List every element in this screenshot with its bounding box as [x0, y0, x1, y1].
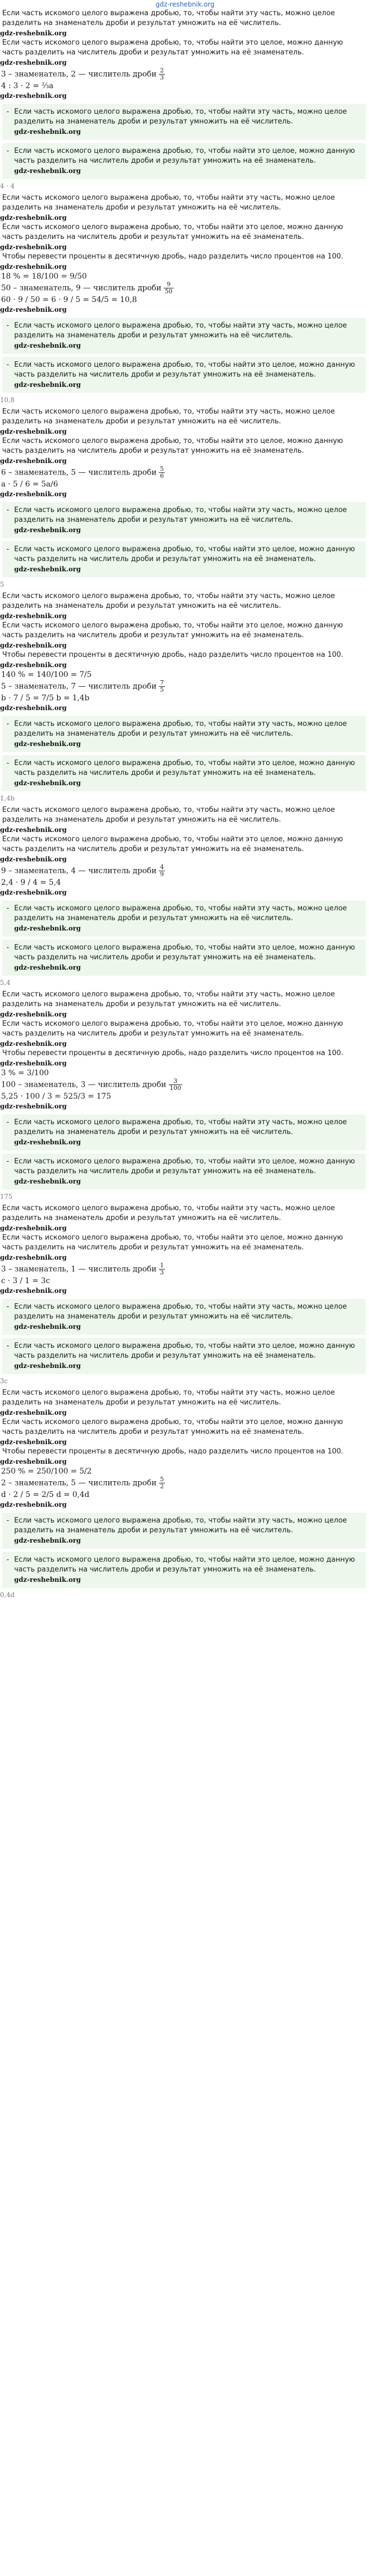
rule-text: Если часть искомого целого выражена дробью, то, чтобы найти эту часть, можно целое разделить на знаменатель дроби и результат умножить на её числитель.	[2, 592, 335, 610]
watermark: gdz-reshebnik.org	[14, 1576, 81, 1583]
rule-box	[2, 318, 366, 354]
watermark: gdz-reshebnik.org	[0, 1010, 67, 1018]
rule-text: Если часть искомого целого выражена дробью, то, чтобы найти эту часть, можно целое разделить на знаменатель дроби и результат умножить на её числитель.	[14, 506, 347, 524]
rule-box	[2, 1338, 366, 1374]
solution-block	[0, 1204, 370, 1388]
watermark: gdz-reshebnik.org	[14, 1138, 81, 1146]
solution-block	[0, 1388, 370, 1602]
bullet: -	[7, 147, 9, 155]
answer-fragment: 5,4	[0, 979, 11, 987]
rule-box	[2, 1299, 366, 1335]
answer-fragment: 175	[0, 1193, 13, 1200]
rule-text: Если часть искомого целого выражена дробью, то, чтобы найти эту часть, можно целое разделить на знаменатель дроби и результат умножить на её числитель.	[2, 806, 335, 824]
bullet: -	[7, 361, 9, 369]
calculation: 2,4 · 9 / 4 = 5,4	[1, 878, 61, 887]
watermark: gdz-reshebnik.org	[0, 243, 67, 251]
answer-fragment: 4 · 4	[0, 182, 15, 190]
rule-text: Если часть искомого целого выражена дробью, то, чтобы найти это целое, можно данную часть разделить на числитель дроби и результат умножить на её знаменатель.	[14, 1157, 355, 1175]
denominator-line: 9 – знаменатель, 4 — числитель дроби $\frac{4}{9}$	[1, 864, 164, 878]
watermark: gdz-reshebnik.org	[0, 263, 67, 270]
rule-text: Если часть искомого целого выражена дробью, то, чтобы найти эту часть, можно целое разделить на знаменатель дроби и результат умножить на её числитель.	[14, 1118, 347, 1136]
watermark: gdz-reshebnik.org	[14, 342, 81, 349]
bullet: -	[7, 108, 9, 116]
watermark: gdz-reshebnik.org	[0, 428, 67, 435]
bullet: -	[7, 944, 9, 952]
watermark: gdz-reshebnik.org	[0, 855, 67, 863]
fraction	[159, 466, 165, 479]
fraction-numerator: 9	[164, 281, 174, 288]
answer-fragment: 1,4b	[0, 794, 15, 802]
watermark: gdz-reshebnik.org	[0, 1501, 67, 1508]
denominator-line: 50 – знаменатель, 9 — числитель дроби $\frac{9}{50}$	[1, 281, 173, 295]
rule-box	[2, 901, 366, 936]
rule-text: Чтобы перевести проценты в десятичную дробь, надо разделить число процентов на 100.	[2, 252, 343, 261]
fraction-numerator: 5	[160, 1476, 164, 1483]
rule-text: Если часть искомого целого выражена дробью, то, чтобы найти эту часть, можно целое разделить на знаменатель дроби и результат умножить на её числитель.	[2, 1389, 335, 1407]
watermark: gdz-reshebnik.org	[14, 1362, 81, 1370]
watermark: gdz-reshebnik.org	[0, 1254, 67, 1261]
watermark: gdz-reshebnik.org	[0, 642, 67, 649]
calculation: 4 : 3 · 2 = ⅔a	[1, 82, 54, 90]
watermark: gdz-reshebnik.org	[14, 1537, 81, 1544]
fraction-denominator: 5	[160, 686, 164, 693]
fraction-numerator: 1	[160, 1262, 164, 1269]
watermark: gdz-reshebnik.org	[14, 740, 81, 748]
rule-text: Если часть искомого целого выражена дробью, то, чтобы найти это целое, можно данную часть разделить на числитель дроби и результат умножить на её знаменатель.	[14, 944, 355, 962]
fraction-denominator: 9	[160, 871, 164, 878]
rule-text: Чтобы перевести проценты в десятичную дробь, надо разделить число процентов на 100.	[2, 1447, 343, 1456]
rule-box	[2, 1552, 366, 1588]
rule-text: Чтобы перевести проценты в десятичную дробь, надо разделить число процентов на 100.	[2, 1049, 343, 1057]
solution-block	[0, 805, 370, 990]
watermark: gdz-reshebnik.org	[0, 826, 67, 834]
watermark: gdz-reshebnik.org	[14, 1323, 81, 1330]
rule-text: Чтобы перевести проценты в десятичную дробь, надо разделить число процентов на 100.	[2, 651, 343, 659]
denominator-line: 3 – знаменатель, 2 — числитель дроби $\frac{2}{3}$	[1, 67, 164, 81]
watermark: gdz-reshebnik.org	[0, 889, 67, 896]
fraction-denominator: 3	[160, 74, 164, 81]
calculation: 5,25 · 100 / 3 = 525/3 = 175	[1, 1092, 112, 1101]
rule-text: Если часть искомого целого выражена дробью, то, чтобы найти это целое, можно данную часть разделить на числитель дроби и результат умножить на её знаменатель.	[14, 545, 355, 563]
watermark: gdz-reshebnik.org	[0, 1458, 67, 1465]
rule-text: Если часть искомого целого выражена дробью, то, чтобы найти это целое, можно данную часть разделить на числитель дроби и результат умножить на её знаменатель.	[2, 835, 343, 853]
watermark: gdz-reshebnik.org	[14, 964, 81, 971]
fraction	[159, 1476, 165, 1490]
bullet: -	[7, 1303, 9, 1311]
fraction	[159, 67, 165, 81]
fraction-denominator: 100	[169, 1084, 181, 1092]
rule-text: Если часть искомого целого выражена дробью, то, чтобы найти эту часть, можно целое разделить на знаменатель дроби и результат умножить на её числитель.	[2, 1204, 335, 1222]
rule-text: Если часть искомого целого выражена дробью, то, чтобы найти это целое, можно данную часть разделить на числитель дроби и результат умножить на её знаменатель.	[2, 39, 343, 57]
answer-fragment: 3c	[0, 1377, 8, 1385]
rule-text: Если часть искомого целого выражена дробью, то, чтобы найти это целое, можно данную часть разделить на числитель дроби и результат умножить на её знаменатель.	[14, 1556, 355, 1574]
rule-text: Если часть искомого целого выражена дробью, то, чтобы найти эту часть, можно целое разделить на знаменатель дроби и результат умножить на её числитель.	[14, 904, 347, 922]
watermark: gdz-reshebnik.org	[0, 1438, 67, 1446]
fraction	[159, 680, 165, 693]
rule-text: Если часть искомого целого выражена дробью, то, чтобы найти это целое, можно данную часть разделить на числитель дроби и результат умножить на её знаменатель.	[2, 1234, 343, 1252]
percent-conversion: 3 % = 3/100	[1, 1069, 49, 1077]
watermark: gdz-reshebnik.org	[0, 306, 67, 313]
fraction-numerator: 3	[169, 1078, 182, 1085]
rule-box	[2, 104, 366, 140]
solution-block	[0, 591, 370, 805]
bullet: -	[7, 720, 9, 728]
denominator-line: 2 – знаменатель, 5 — числитель дроби $\frac{5}{2}$	[1, 1476, 164, 1490]
calculation: 60 · 9 / 50 = 6 · 9 / 5 = 54/5 = 10,8	[1, 295, 137, 304]
denominator-line: 5 – знаменатель, 7 — числитель дроби $\frac{7}{5}$	[1, 679, 164, 693]
rule-text: Если часть искомого целого выражена дробью, то, чтобы найти это целое, можно данную часть разделить на числитель дроби и результат умножить на её знаменатель.	[2, 621, 343, 639]
watermark: gdz-reshebnik.org	[14, 779, 81, 787]
rule-text: Если часть искомого целого выражена дробью, то, чтобы найти эту часть, можно целое разделить на знаменатель дроби и результат умножить на её числитель.	[2, 194, 335, 212]
calculation: b · 7 / 5 = 7/5 b = 1,4b	[1, 694, 90, 702]
fraction	[159, 1262, 165, 1276]
watermark: gdz-reshebnik.org	[0, 457, 67, 465]
watermark: gdz-reshebnik.org	[14, 1178, 81, 1185]
answer-fragment: 10,8	[0, 396, 15, 404]
watermark: gdz-reshebnik.org	[14, 526, 81, 534]
rule-text: Если часть искомого целого выражена дробью, то, чтобы найти это целое, можно данную часть разделить на числитель дроби и результат умножить на её знаменатель.	[14, 147, 355, 165]
watermark: gdz-reshebnik.org	[0, 59, 67, 66]
percent-conversion: 18 % = 18/100 = 9/50	[1, 272, 87, 281]
rule-text: Если часть искомого целого выражена дробью, то, чтобы найти эту часть, можно целое разделить на знаменатель дроби и результат умножить на её числитель.	[2, 9, 335, 27]
solution-block	[0, 193, 370, 407]
rule-text: Если часть искомого целого выражена дробью, то, чтобы найти это целое, можно данную часть разделить на числитель дроби и результат умножить на её знаменатель.	[14, 759, 355, 777]
rule-text: Если часть искомого целого выражена дробью, то, чтобы найти эту часть, можно целое разделить на знаменатель дроби и результат умножить на её числитель.	[14, 108, 347, 126]
fraction	[159, 864, 165, 878]
bullet: -	[7, 1517, 9, 1525]
fraction-denominator: 2	[160, 1483, 164, 1490]
watermark: gdz-reshebnik.org	[0, 1224, 67, 1232]
watermark: gdz-reshebnik.org	[0, 92, 67, 100]
bullet: -	[7, 545, 9, 553]
rule-text: Если часть искомого целого выражена дробью, то, чтобы найти это целое, можно данную часть разделить на числитель дроби и результат умножить на её знаменатель.	[14, 361, 355, 379]
bullet: -	[7, 904, 9, 913]
rule-box	[2, 940, 366, 976]
rule-text: Если часть искомого целого выражена дробью, то, чтобы найти это целое, можно данную часть разделить на числитель дроби и результат умножить на её знаменатель.	[2, 1020, 343, 1038]
rule-text: Если часть искомого целого выражена дробью, то, чтобы найти эту часть, можно целое разделить на знаменатель дроби и результат умножить на её числитель.	[14, 1517, 347, 1534]
rule-box	[2, 1154, 366, 1190]
bullet: -	[7, 1556, 9, 1564]
fraction-numerator: 7	[160, 679, 164, 686]
fraction-numerator: 4	[160, 864, 164, 871]
watermark: gdz-reshebnik.org	[0, 1059, 67, 1067]
percent-conversion: 140 % = 140/100 = 7/5	[1, 670, 92, 679]
fraction-denominator: 6	[160, 472, 164, 479]
solution-block	[0, 9, 370, 193]
rule-text: Если часть искомого целого выражена дробью, то, чтобы найти эту часть, можно целое разделить на знаменатель дроби и результат умножить на её числитель.	[14, 1303, 347, 1321]
fraction-denominator: 3	[160, 1269, 164, 1276]
bullet: -	[7, 322, 9, 330]
percent-conversion: 250 % = 250/100 = 5/2	[1, 1467, 92, 1476]
watermark: gdz-reshebnik.org	[0, 661, 67, 669]
watermark: gdz-reshebnik.org	[0, 704, 67, 712]
rule-text: Если часть искомого целого выражена дробью, то, чтобы найти это целое, можно данную часть разделить на числитель дроби и результат умножить на её знаменатель.	[2, 1418, 343, 1436]
bullet: -	[7, 1342, 9, 1350]
calculation: a · 5 / 6 = 5a/6	[1, 480, 58, 489]
bullet: -	[7, 506, 9, 514]
watermark: gdz-reshebnik.org	[0, 490, 67, 498]
site-header[interactable]: gdz-reshebnik.org	[155, 1, 215, 8]
solution-block	[0, 990, 370, 1204]
rule-box	[2, 1513, 366, 1549]
rule-box	[2, 541, 366, 577]
rule-box	[2, 716, 366, 752]
rule-box	[2, 143, 366, 179]
fraction-numerator: 5	[160, 465, 164, 472]
watermark: gdz-reshebnik.org	[0, 1102, 67, 1110]
rule-box	[2, 502, 366, 538]
watermark: gdz-reshebnik.org	[14, 925, 81, 932]
fraction	[164, 281, 174, 295]
rule-box	[2, 755, 366, 791]
watermark: gdz-reshebnik.org	[0, 214, 67, 221]
rule-text: Если часть искомого целого выражена дробью, то, чтобы найти эту часть, можно целое разделить на знаменатель дроби и результат умножить на её числитель.	[14, 720, 347, 738]
watermark: gdz-reshebnik.org	[14, 128, 81, 135]
watermark: gdz-reshebnik.org	[0, 612, 67, 620]
watermark: gdz-reshebnik.org	[14, 565, 81, 573]
denominator-line: 100 – знаменатель, 3 — числитель дроби $\frac{3}{100}$	[1, 1077, 181, 1092]
rule-text: Если часть искомого целого выражена дробью, то, чтобы найти это целое, можно данную часть разделить на числитель дроби и результат умножить на её знаменатель.	[2, 223, 343, 241]
rule-text: Если часть искомого целого выражена дробью, то, чтобы найти эту часть, можно целое разделить на знаменатель дроби и результат умножить на её числитель.	[2, 408, 335, 426]
watermark: gdz-reshebnik.org	[14, 167, 81, 175]
rule-text: Если часть искомого целого выражена дробью, то, чтобы найти это целое, можно данную часть разделить на числитель дроби и результат умножить на её знаменатель.	[14, 1342, 355, 1360]
rule-box	[2, 357, 366, 393]
rule-box	[2, 1114, 366, 1150]
denominator-line: 3 – знаменатель, 1 — числитель дроби $\frac{1}{3}$	[1, 1262, 164, 1276]
rule-text: Если часть искомого целого выражена дробью, то, чтобы найти эту часть, можно целое разделить на знаменатель дроби и результат умножить на её числитель.	[14, 322, 347, 340]
solution-content	[0, 9, 370, 1602]
spacer	[0, 1599, 370, 1602]
answer-fragment: 0,4d	[0, 1591, 15, 1599]
watermark: gdz-reshebnik.org	[0, 1409, 67, 1416]
answer-fragment: 5	[0, 581, 4, 588]
calculation: d · 2 / 5 = 2/5 d = 0,4d	[1, 1490, 90, 1499]
bullet: -	[7, 759, 9, 767]
fraction-numerator: 2	[160, 67, 164, 74]
watermark: gdz-reshebnik.org	[0, 1040, 67, 1047]
bullet: -	[7, 1118, 9, 1126]
solution-block	[0, 407, 370, 591]
watermark: gdz-reshebnik.org	[0, 29, 67, 37]
fraction	[169, 1078, 182, 1092]
fraction-denominator: 50	[165, 288, 173, 295]
rule-text: Если часть искомого целого выражена дробью, то, чтобы найти эту часть, можно целое разделить на знаменатель дроби и результат умножить на её числитель.	[2, 990, 335, 1008]
watermark: gdz-reshebnik.org	[0, 1287, 67, 1295]
rule-text: Если часть искомого целого выражена дробью, то, чтобы найти это целое, можно данную часть разделить на числитель дроби и результат умножить на её знаменатель.	[2, 437, 343, 455]
bullet: -	[7, 1157, 9, 1166]
calculation: c · 3 / 1 = 3c	[1, 1277, 51, 1285]
watermark: gdz-reshebnik.org	[14, 381, 81, 389]
denominator-line: 6 – знаменатель, 5 — числитель дроби $\frac{5}{6}$	[1, 465, 164, 479]
